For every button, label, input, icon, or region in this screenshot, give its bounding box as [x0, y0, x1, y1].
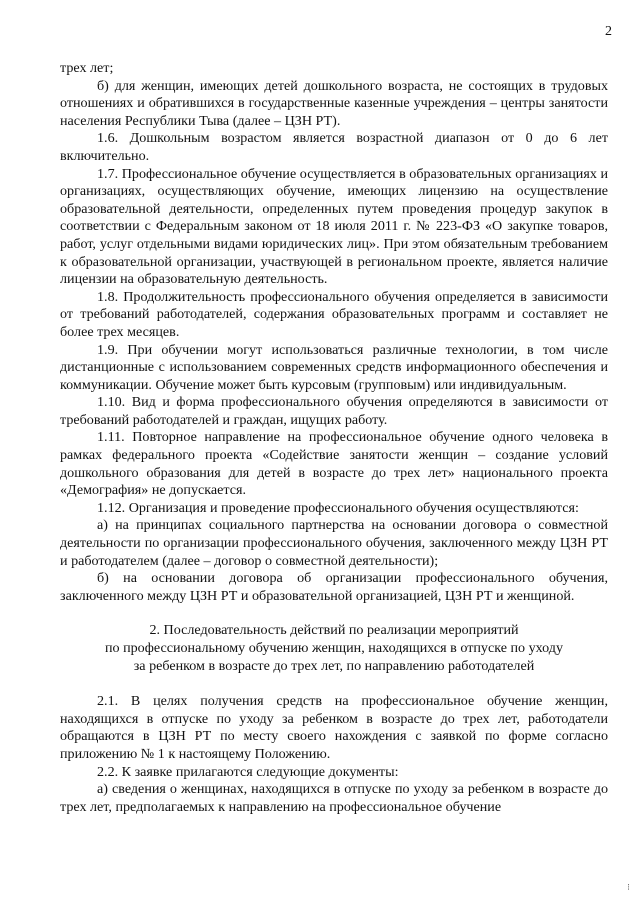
paragraph: б) на основании договора об организации профессионального обучения, заключенного между ЦЗН РТ и образовательной организацией, ЦЗН РТ и женщиной. [60, 570, 608, 604]
document-body [60, 60, 608, 816]
paragraph: 1.9. При обучении могут использоваться различные технологии, в том числе дистанционные с использованием современных средств информационного обеспечения и коммуникации. Обучение может быть курсовым (групповым) или индивидуальным. [60, 341, 608, 393]
paragraph: 1.7. Профессиональное обучение осуществляется в образовательных организациях и организациях, осуществляющих обучение, имеющих лицензию на осуществление образовательной деятельности, определенных путем проведения процедур закупок в соответствии с Федеральным законом от 18 июля 2011 г. № 223-ФЗ «О закупке товаров, работ, услуг отдельными видами юридических лиц». При этом обязательным требованием к образовательной организации, участвующей в региональном проекте, является наличие лицензии на образовательную деятельность. [60, 165, 608, 288]
section-heading-line: за ребенком в возрасте до трех лет, по направлению работодателей [133, 657, 535, 674]
paragraph: 1.10. Вид и форма профессионального обучения определяются в зависимости от требований работодателей и граждан, ищущих работу. [60, 394, 608, 428]
paragraph: трех лет; [60, 60, 114, 76]
paragraph: а) на принципах социального партнерства на основании договора о совместной деятельности по организации профессионального обучения, заключенного между ЦЗН РТ и работодателем (далее – договор о совместной деятельности); [60, 517, 608, 569]
section-heading-line: 2. Последовательность действий по реализации мероприятий [149, 622, 519, 639]
section-heading-line: по профессиональному обучению женщин, находящихся в отпуске по уходу [104, 640, 564, 656]
paragraph: 1.12. Организация и проведение профессионального обучения осуществляются: [97, 499, 579, 516]
paragraph: а) сведения о женщинах, находящихся в отпуске по уходу за ребенком в возрасте до трех лет, предполагаемых к направлению на профессиональное обучение [60, 781, 608, 815]
paragraph: 2.2. К заявке прилагаются следующие документы: [97, 763, 399, 780]
scan-mark-icon: ⁝ [627, 882, 630, 892]
paragraph: 1.11. Повторное направление на профессиональное обучение одного человека в рамках федерального проекта «Содействие занятости женщин – создание условий дошкольного образования для детей в возрасте до трех лет» национального проекта «Демография» не допускается. [60, 429, 608, 499]
page-number: 2 [605, 24, 612, 39]
paragraph: б) для женщин, имеющих детей дошкольного возраста, не состоящих в трудовых отношениях и обратившихся в государственные казенные учреждения – центры занятости населения Республики Тыва (далее – ЦЗН РТ). [60, 77, 608, 129]
paragraph: 1.8. Продолжительность профессионального обучения определяется в зависимости от требований работодателей, содержания образовательных программ и составляет не более трех месяцев. [60, 288, 608, 340]
paragraph: 2.1. В целях получения средств на профессиональное обучение женщин, находящихся в отпуске по уходу за ребенком в возрасте до трех лет, работодатели обращаются в ЦЗН РТ по месту своего нахождения с заявкой по форме согласно приложению № 1 к настоящему Положению. [60, 693, 608, 762]
paragraph: 1.6. Дошкольным возрастом является возрастной диапазон от 0 до 6 лет включительно. [60, 130, 608, 164]
section-heading [60, 622, 608, 675]
